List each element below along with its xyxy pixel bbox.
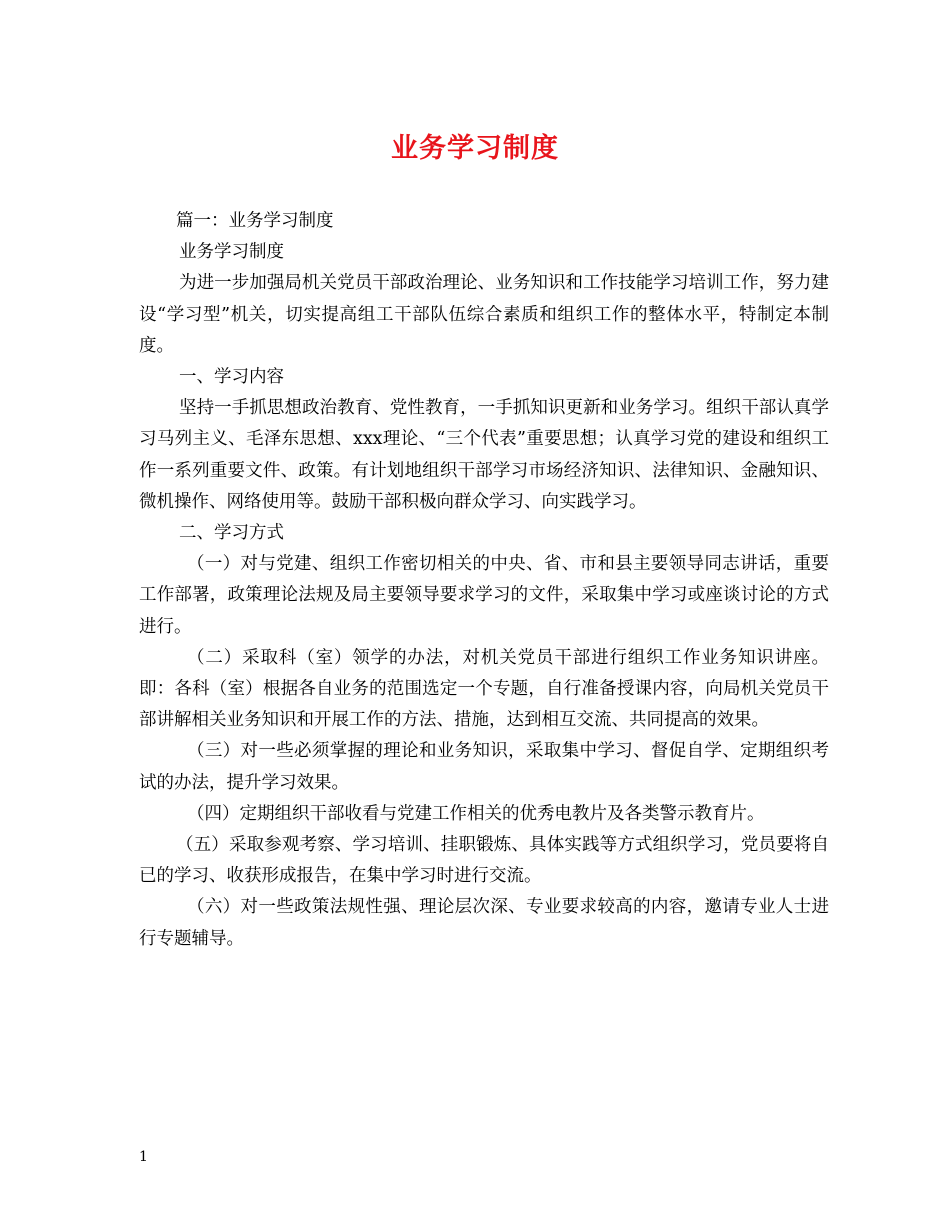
method-item-1: （一）对与党建、组织工作密切相关的中央、省、市和县主要领导同志讲话，重要工作部署，政策理论法规及局主要领导要求学习的文件，采取集中学习或座谈讨论的方式进行。 (139, 554, 829, 637)
page-number: 1 (139, 1149, 148, 1165)
intro-paragraph: 为进一步加强局机关党员干部政治理论、业务知识和工作技能学习培训工作，努力建设“学习型”机关，切实提高组工干部队伍综合素质和组织工作的整体水平，特制定本制度。 (139, 273, 829, 356)
method-item-4: （四）定期组织干部收看与党建工作相关的优秀电教片及各类警示教育片。 (187, 803, 765, 824)
section-heading-methods: 二、学习方式 (179, 523, 284, 544)
method-item-3: （三）对一些必须掌握的理论和业务知识，采取集中学习、督促自学、定期组织考试的办法，提升学习效果。 (139, 741, 829, 793)
content-paragraph: 坚持一手抓思想政治教育、党性教育，一手抓知识更新和业务学习。组织干部认真学习马列主义、毛泽东思想、xxx理论、“三个代表”重要思想；认真学习党的建设和组织工作一系列重要文件、政策。有计划地组织干部学习市场经济知识、法律知识、金融知识、微机操作、网络使用等。鼓励干部积极向群众学习、向实践学习。 (139, 398, 829, 512)
article-heading: 篇一：业务学习制度 (176, 211, 334, 231)
document-body (139, 206, 829, 955)
section-heading-content: 一、学习内容 (179, 367, 284, 388)
document-title: 业务学习制度 (391, 133, 559, 164)
method-item-5: （五）采取参观考察、学习培训、挂职锻炼、具体实践等方式组织学习，党员要将自已的学习、收获形成报告，在集中学习时进行交流。 (139, 835, 829, 887)
method-item-2: （二）采取科（室）领学的办法，对机关党员干部进行组织工作业务知识讲座。即：各科（室）根据各自业务的范围选定一个专题，自行准备授课内容，向局机关党员干部讲解相关业务知识和开展工作的方法、措施，达到相互交流、共同提高的效果。 (139, 647, 829, 731)
method-item-6: （六）对一些政策法规性强、理论层次深、专业要求较高的内容，邀请专业人士进行专题辅导。 (139, 897, 829, 949)
subtitle: 业务学习制度 (179, 242, 284, 263)
